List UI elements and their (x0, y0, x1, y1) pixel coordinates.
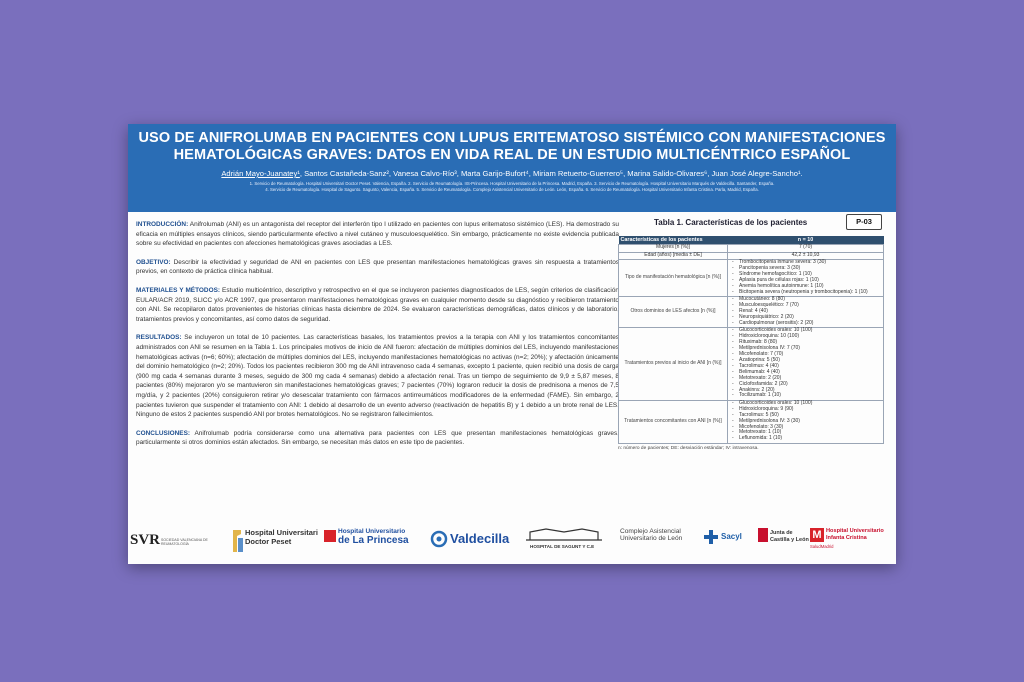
abstract-text (136, 220, 619, 457)
introduction-text: Anifrolumab (ANI) es un antagonista del receptor del interferón tipo I utilizado en pacientes con lupus eritematoso sistémico (LES). Ha demostrado su eficacia en múltiples ensayos clínicos, siendo particularmente efectivo a nivel cutáneo y musculoesquelético. Sin embargo, prácticamente no existe evidencia publicada sobre su efectividad en pacientes con afecciones hematológicas graves asociadas a LES. (136, 221, 619, 248)
conclusions-text: Anifrolumab podría considerarse como una alternativa para pacientes con LES que presentan manifestaciones hematológicas graves, particularmente si otros dominios están afectados. Sin embargo, se necesitan más datos en este tipo de pacientes. (136, 429, 619, 447)
objective-text: Describir la efectividad y seguridad de ANI en pacientes con LES que presentan manifestaciones hematológicas graves sin respuesta a tratamientos previos, en contexto de práctica clínica habitual. (136, 258, 619, 276)
table-header-n: n = 10 (728, 236, 884, 245)
list-item: - Pancitopenia severa: 3 (30) (739, 266, 881, 272)
table-cell-list (728, 328, 884, 400)
list-item: - Neuropsiquiátrico: 2 (20) (739, 315, 881, 321)
list-item: - Leflunomida: 1 (10) (739, 436, 881, 442)
salud-madrid-text: SaludMadrid (810, 544, 834, 549)
list-item: - Tacrolimus: 4 (40) (739, 364, 881, 370)
list-item: - Azatioprina: 5 (50) (739, 358, 881, 364)
princesa-logo-text-2: de La Princesa (338, 535, 409, 546)
jcyl-logo-text-2: Castilla y León (770, 536, 809, 543)
svr-logo (130, 532, 208, 549)
list-item: - Trombocitopenia inmune severa: 3 (30) (739, 260, 881, 266)
table-cell-list (728, 297, 884, 328)
sagunt-logo-icon (526, 528, 602, 542)
results-label: RESULTADOS: (136, 334, 182, 342)
leon-logo-text-1: Complejo Asistencial (620, 528, 681, 535)
table-cell-value: 7 (70) (728, 245, 884, 253)
list-item: - Tacrolimus: 5 (50) (739, 413, 881, 419)
list-item: - Micofenolato: 7 (70) (739, 352, 881, 358)
infanta-logo-text-1: Hospital Universitario (826, 528, 884, 534)
list-item: - Glucocorticoides orales: 10 (100) (739, 328, 881, 334)
sacyl-logo-icon (704, 530, 718, 544)
svr-logo-mark: SVR (130, 532, 161, 548)
affiliations (138, 181, 886, 192)
list-item: - Renal: 4 (40) (739, 309, 881, 315)
logo-strip (128, 522, 896, 562)
list-item: - Bicitopenia severa (neutropenia y trombocitopenia): 1 (10) (739, 290, 881, 296)
valdecilla-logo-icon (430, 530, 448, 548)
peset-logo-icon (231, 530, 243, 552)
table-row-other-domains (619, 297, 884, 328)
princesa-logo-text-1: Hospital Universitario (338, 528, 406, 535)
list-item: - Hidroxicloroquina: 10 (100) (739, 334, 881, 340)
table-cell-list (728, 400, 884, 443)
list-item: - Glucocorticoides orales: 10 (100) (739, 401, 881, 407)
leon-logo (620, 528, 682, 542)
characteristics-table (618, 236, 884, 444)
poster (128, 124, 896, 564)
table-row-concomitant-treatments (619, 400, 884, 443)
princesa-logo-icon (324, 530, 336, 542)
jcyl-logo-text-1: Junta de (770, 530, 793, 536)
sacyl-logo-text: Sacyl (721, 532, 742, 541)
list-item: - Hidroxicloroquina: 9 (90) (739, 407, 881, 413)
list-item: - Metotrexato: 2 (20) (739, 376, 881, 382)
valdecilla-logo-text: Valdecilla (450, 531, 510, 546)
section-results (136, 333, 619, 419)
list-item: - Belimumab: 4 (40) (739, 370, 881, 376)
table-cell-label: Tratamientos previos al inicio de ANI [n (%)] (619, 328, 728, 400)
other-authors: , Santos Castañeda-Sanz², Vanesa Calvo-Río³, Marta Garijo-Bufort⁴, Miriam Retuerto-Guerrero⁵, Marina Salido-Olivares⁶, Juan José Alegre-Sancho¹. (299, 169, 803, 178)
methods-label: MATERIALES Y MÉTODOS: (136, 286, 221, 294)
table-row-hematologic-type (619, 260, 884, 297)
section-conclusions (136, 429, 619, 448)
table-panel (618, 214, 886, 451)
table-footnote: n: número de pacientes; DE: desviación estándar; IV: intravenosa. (618, 445, 759, 451)
table-heading (618, 214, 886, 232)
table-cell-label: Tipo de manifestación hematológica [n (%)] (619, 260, 728, 297)
affiliations-line-1: 1. Servicio de Reumatología. Hospital Universitari Doctor Peset. Valencia, España. 2. Servicio de Reumatología. IIS-Princesa. Hospital Universitario de la Princesa. Madrid, España. 3. Servicio de Reumatología. Hospital Universitario Marqués de Valdecilla. Santander, España. (249, 181, 775, 186)
conclusions-label: CONCLUSIONES: (136, 429, 191, 437)
list-item: - Aplasia pura de células rojas: 1 (10) (739, 278, 881, 284)
table-header-characteristics: Características de los pacientes (619, 236, 728, 245)
list-item: - Tocilizumab: 1 (10) (739, 393, 881, 399)
list-item: - Síndrome hemofagocítico: 1 (10) (739, 272, 881, 278)
list-item: - Metilprednisolona IV: 7 (70) (739, 346, 881, 352)
section-objective (136, 258, 619, 277)
table-header-row (619, 236, 884, 245)
introduction-label: INTRODUCCIÓN: (136, 221, 189, 228)
section-introduction (136, 220, 619, 249)
title-line-1: USO DE ANIFROLUMAB EN PACIENTES CON LUPUS ERITEMATOSO SISTÉMICO CON MANIFESTACIONES (138, 130, 886, 146)
table-cell-value: 42,2 ± 10,93 (728, 252, 884, 260)
poster-header (128, 124, 896, 212)
infanta-logo-text-2: Infanta Cristina (826, 534, 867, 541)
table-cell-label: Tratamientos concomitantes con ANI [n (%)] (619, 400, 728, 443)
first-author: Adrián Mayo-Juanatey¹ (221, 169, 300, 178)
peset-logo-text-2: Doctor Peset (245, 537, 292, 546)
peset-logo-text-1: Hospital Universitari (245, 528, 318, 537)
list-item: - Anakinra: 2 (20) (739, 388, 881, 394)
table-cell-list (728, 260, 884, 297)
list-item: - Mucocutáneo: 8 (80) (739, 297, 881, 303)
author-list (128, 169, 896, 178)
table-title: Tabla 1. Características de los pacientes (654, 218, 808, 227)
leon-logo-text-2: Universitario de León (620, 535, 683, 542)
table-body (619, 245, 884, 444)
objective-label: OBJETIVO: (136, 258, 171, 266)
list-item: - Metotrexato: 1 (10) (739, 430, 881, 436)
sagunt-logo-text: HOSPITAL DE SAGUNT Y C.E (530, 544, 595, 549)
poster-title (136, 130, 888, 164)
results-text: Se incluyeron un total de 10 pacientes. Las características basales, los tratamientos previos a la terapia con ANI y los tratamientos concomitantes administrados con ANI se resumen en la Tabla 1. Los principales motivos de inicio de ANI fueron: afectación de múltiples dominios del LES, incluyendo manifestaciones hematológicas activas (n=6; 60%); afectación de múltiples dominios del LES, incluyendo manifestaciones hematológicas no activas (n=2; 20%); y afectación únicamente del dominio hematológico (n=2; 20%). Todos los pacientes recibieron 300 mg de ANI intravenoso cada 4 semanas, excepto 1 paciente, quien recibió una dosis de carga (900 mg cada 4 semanas durante 3 meses, seguido de 300 mg cada 4 semanas) debido a afectación renal. Tras un tiempo de seguimiento de 9,9 ± 5,87 meses, 8 pacientes (80%) mejoraron y/o se mantuvieron sin manifestaciones hematológicas graves; 7 pacientes (70%) lograron reducir la dosis de prednisona a menos de 7,5 mg/día, y 2 pacientes (20%) consiguieron retirar y/o desescalar tratamiento con fármacos antirreumáticos modificadores de la enfermedad (FAME). Sin embargo, 2 pacientes tuvieron que suspender el tratamiento con ANI: 1 debido al desarrollo de un evento adverso (reactivación de hepatitis B) y 1 debido a un brote renal de LES. Ninguno de estos 2 pacientes suspendió ANI por brotes hematológicos. No se registraron fallecimientos. (136, 334, 619, 419)
list-item: - Anemia hemolítica autoinmune: 1 (10) (739, 284, 881, 290)
affiliations-line-2: 4. Servicio de Reumatología. Hospital de Sagunto. Sagunto, Valencia, España. 5. Servicio de Reumatología. Complejo Asistencial Universitario de León. León, España. 6. Servicio de Reumatología. Hospital Universitario Infanta Cristina. Parla, Madrid, España. (265, 186, 759, 192)
table-cell-label: Mujeres [n (%)] (619, 245, 728, 253)
methods-text: Estudio multicéntrico, descriptivo y retrospectivo en el que se incluyeron pacientes diagnosticados de LES, según criterios de clasificación EULAR/ACR 2019, SLICC y/o ACR 1997, que presentaron manifestaciones hematológicas graves en cualquier momento desde su diagnóstico y recibieron tratamiento con ANI. Se recopilaron datos provenientes de historias clínicas hasta diciembre de 2024. Se evaluaron características demográficas, datos clínicos y de laboratorio, tratamientos previos y concomitantes, así como datos de seguridad. (136, 286, 619, 323)
table-cell-label: Edad (años) [media ± DE] (619, 252, 728, 260)
svr-logo-sub: SOCIEDAD VALENCIANA DE REUMATOLOGÍA (161, 538, 208, 546)
table-row (619, 245, 884, 253)
list-item: - Ciclofosfamida: 2 (20) (739, 382, 881, 388)
list-item: - Cardiopulmonar (serositis): 2 (20) (739, 321, 881, 327)
table-row-previous-treatments (619, 328, 884, 400)
section-methods (136, 286, 619, 324)
list-item: - Metilprednisolona IV: 3 (30) (739, 419, 881, 425)
jcyl-logo-icon (758, 528, 768, 542)
list-item: - Micofenolato: 3 (30) (739, 425, 881, 431)
salud-madrid-icon: M (810, 528, 824, 542)
poster-code-badge: P-03 (846, 214, 882, 230)
list-item: - Musculoesquelético: 7 (70) (739, 303, 881, 309)
list-item: - Rituximab: 8 (80) (739, 340, 881, 346)
title-line-2: HEMATOLÓGICAS GRAVES: DATOS EN VIDA REAL DE UN ESTUDIO MULTICÉNTRICO ESPAÑOL (173, 147, 851, 163)
table-cell-label: Otros dominios de LES afectos [n (%)] (619, 297, 728, 328)
